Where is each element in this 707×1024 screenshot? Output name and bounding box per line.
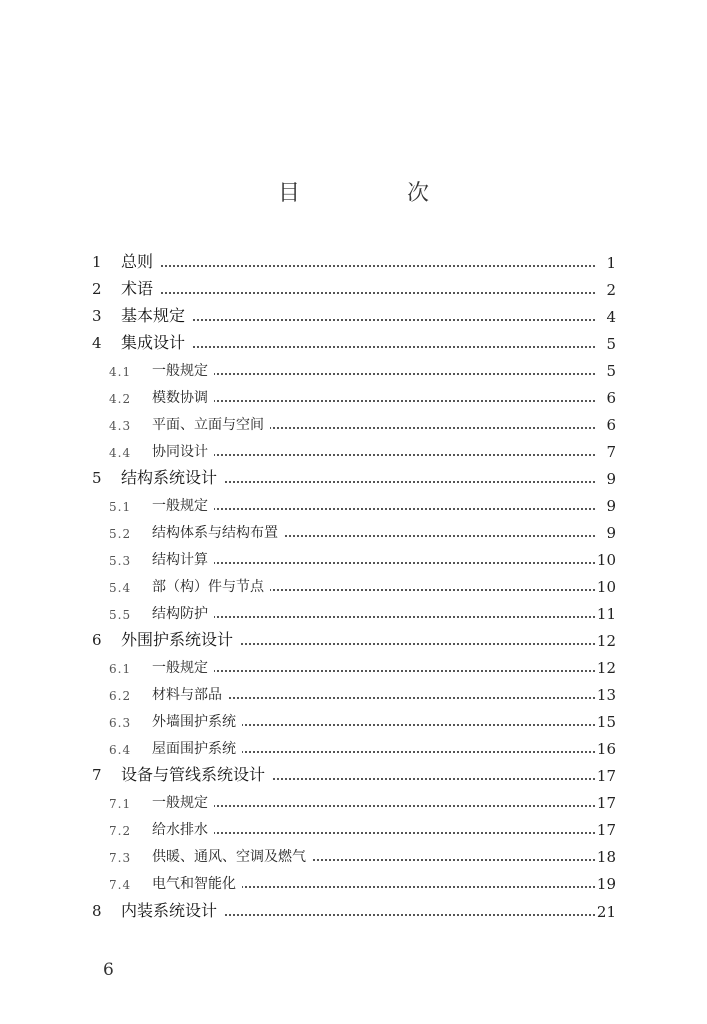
- toc-entry-page: 13: [596, 686, 616, 704]
- toc-section-row[interactable]: [0, 735, 707, 761]
- toc-entry-label: 结构体系与结构布置: [152, 522, 284, 542]
- page-title: 目 次: [278, 181, 479, 206]
- toc-dot-leader: [154, 373, 595, 375]
- toc-entry-page: 7: [606, 443, 616, 461]
- toc-entry-label: 平面、立面与空间: [152, 414, 270, 434]
- toc-entry-page: 17: [596, 794, 616, 812]
- toc-entry-page: 17: [596, 821, 616, 839]
- toc-entry-number: 4: [92, 334, 102, 352]
- toc-entry-label: 给水排水: [152, 819, 214, 839]
- toc-entry-page: 1: [606, 254, 616, 272]
- toc-entry-label: 结构防护: [152, 603, 214, 623]
- toc-entry-number: 5: [92, 469, 102, 487]
- toc-section-row[interactable]: [0, 546, 707, 572]
- toc-entry-page: 19: [596, 875, 616, 893]
- toc-entry-number: 7.1: [109, 797, 132, 811]
- toc-entry-label: 内装系统设计: [121, 898, 223, 921]
- toc-section-row[interactable]: [0, 438, 707, 464]
- toc-entry-number: 5.2: [109, 527, 132, 541]
- toc-chapter-row[interactable]: [0, 898, 707, 924]
- toc-section-row[interactable]: [0, 600, 707, 626]
- toc-entry-number: 7.4: [109, 878, 132, 892]
- toc-dot-leader: [124, 265, 595, 267]
- toc-entry-label: 一般规定: [152, 495, 214, 515]
- toc-chapter-row[interactable]: [0, 330, 707, 356]
- toc-dot-leader: [124, 292, 595, 294]
- toc-entry-label: 模数协调: [152, 387, 214, 407]
- toc-entry-number: 1: [92, 253, 102, 271]
- toc-entry-label: 一般规定: [152, 360, 214, 380]
- toc-entry-number: 4.2: [109, 392, 132, 406]
- toc-section-row[interactable]: [0, 843, 707, 869]
- toc-entry-label: 材料与部品: [152, 684, 228, 704]
- toc-entry-page: 12: [596, 632, 616, 650]
- toc-entry-label: 协同设计: [152, 441, 214, 461]
- toc-entry-number: 8: [92, 902, 102, 920]
- toc-section-row[interactable]: [0, 384, 707, 410]
- toc-dot-leader: [154, 562, 595, 564]
- toc-entry-number: 7.3: [109, 851, 132, 865]
- toc-entry-page: 9: [606, 497, 616, 515]
- toc-chapter-row[interactable]: [0, 465, 707, 491]
- toc-entry-number: 6.3: [109, 716, 132, 730]
- toc-entry-number: 5.1: [109, 500, 132, 514]
- toc-entry-page: 12: [596, 659, 616, 677]
- toc-entry-number: 5.5: [109, 608, 132, 622]
- toc-entry-number: 6.1: [109, 662, 132, 676]
- toc-entry-page: 16: [596, 740, 616, 758]
- toc-entry-page: 17: [596, 767, 616, 785]
- toc-chapter-row[interactable]: [0, 249, 707, 275]
- toc-entry-label: 设备与管线系统设计: [121, 762, 271, 785]
- toc-entry-page: 5: [606, 335, 616, 353]
- toc-entry-label: 屋面围护系统: [152, 738, 242, 758]
- toc-entry-label: 结构计算: [152, 549, 214, 569]
- toc-section-row[interactable]: [0, 573, 707, 599]
- toc-dot-leader: [154, 832, 595, 834]
- toc-entry-page: 15: [596, 713, 616, 731]
- toc-entry-label: 外围护系统设计: [121, 627, 239, 650]
- toc-dot-leader: [154, 400, 595, 402]
- toc-dot-leader: [154, 805, 595, 807]
- toc-section-row[interactable]: [0, 519, 707, 545]
- toc-section-row[interactable]: [0, 708, 707, 734]
- toc-section-row[interactable]: [0, 870, 707, 896]
- toc-entry-label: 总则: [121, 249, 159, 272]
- toc-entry-number: 6: [92, 631, 102, 649]
- toc-section-row[interactable]: [0, 357, 707, 383]
- toc-entry-label: 基本规定: [121, 303, 191, 326]
- toc-entry-label: 电气和智能化: [152, 873, 242, 893]
- toc-entry-label: 结构系统设计: [121, 465, 223, 488]
- toc-entry-page: 4: [606, 308, 616, 326]
- toc-entry-label: 一般规定: [152, 792, 214, 812]
- toc-entry-page: 9: [606, 524, 616, 542]
- toc-entry-number: 5.3: [109, 554, 132, 568]
- toc-entry-number: 7: [92, 766, 102, 784]
- toc-entry-number: 7.2: [109, 824, 132, 838]
- toc-entry-number: 4.4: [109, 446, 132, 460]
- toc-entry-page: 10: [596, 578, 616, 596]
- toc-section-row[interactable]: [0, 411, 707, 437]
- toc-entry-page: 2: [606, 281, 616, 299]
- footer-page-number: 6: [103, 960, 114, 980]
- toc-dot-leader: [154, 508, 595, 510]
- toc-entry-page: 10: [596, 551, 616, 569]
- toc-entry-number: 6.4: [109, 743, 132, 757]
- toc-entry-number: 5.4: [109, 581, 132, 595]
- toc-entry-label: 部（构）件与节点: [152, 576, 270, 596]
- toc-section-row[interactable]: [0, 654, 707, 680]
- toc-entry-number: 4.3: [109, 419, 132, 433]
- toc-entry-page: 11: [596, 605, 616, 623]
- toc-dot-leader: [154, 670, 595, 672]
- toc-entry-number: 2: [92, 280, 102, 298]
- toc-entry-page: 18: [596, 848, 616, 866]
- toc-chapter-row[interactable]: [0, 303, 707, 329]
- toc-entry-label: 供暖、通风、空调及燃气: [152, 846, 312, 866]
- toc-section-row[interactable]: [0, 816, 707, 842]
- toc-dot-leader: [154, 454, 595, 456]
- toc-entry-page: 9: [606, 470, 616, 488]
- toc-entry-page: 5: [606, 362, 616, 380]
- toc-entry-page: 6: [606, 389, 616, 407]
- toc-dot-leader: [124, 319, 595, 321]
- toc-entry-page: 6: [606, 416, 616, 434]
- toc-section-row[interactable]: [0, 492, 707, 518]
- toc-entry-label: 术语: [121, 276, 159, 299]
- toc-entry-number: 6.2: [109, 689, 132, 703]
- toc-dot-leader: [124, 346, 595, 348]
- toc-chapter-row[interactable]: [0, 276, 707, 302]
- toc-entry-label: 一般规定: [152, 657, 214, 677]
- toc-section-row[interactable]: [0, 789, 707, 815]
- toc-entry-label: 外墙围护系统: [152, 711, 242, 731]
- toc-dot-leader: [154, 616, 595, 618]
- toc-entry-page: 21: [596, 903, 616, 921]
- toc-entry-number: 3: [92, 307, 102, 325]
- toc-section-row[interactable]: [0, 681, 707, 707]
- toc-entry-number: 4.1: [109, 365, 132, 379]
- toc-entry-label: 集成设计: [121, 330, 191, 353]
- toc-chapter-row[interactable]: [0, 762, 707, 788]
- toc-chapter-row[interactable]: [0, 627, 707, 653]
